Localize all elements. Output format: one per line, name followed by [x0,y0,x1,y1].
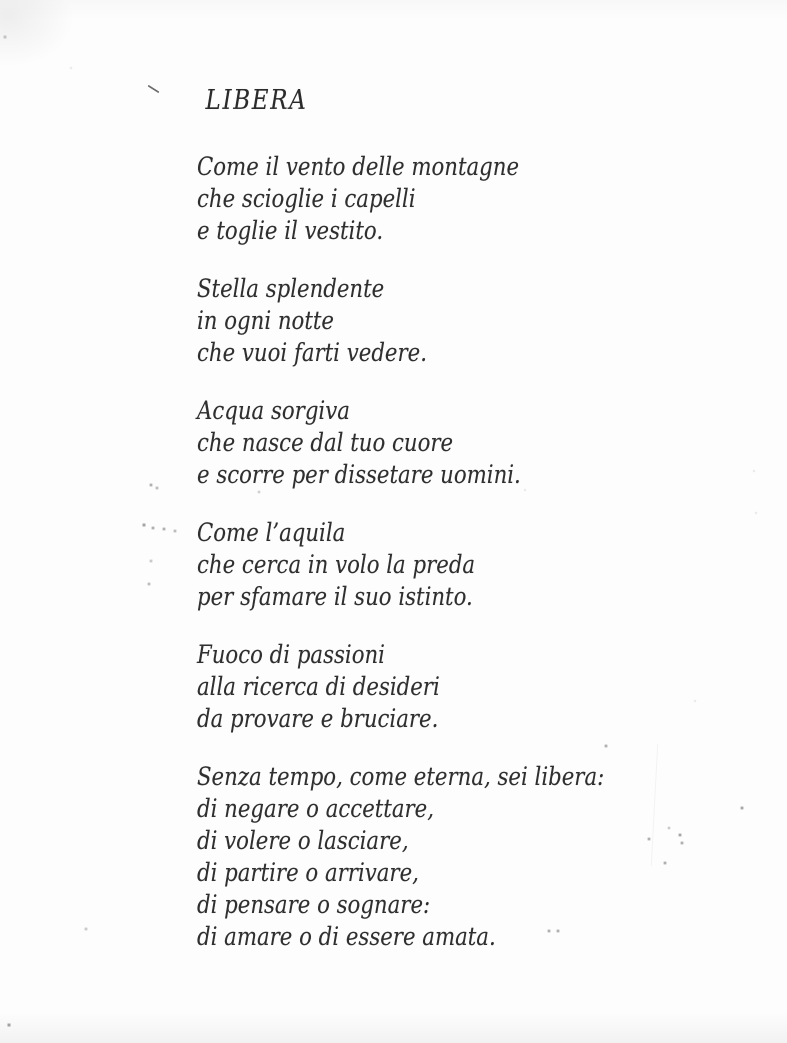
stanza [197,761,673,953]
poem-line: in ogni notte [197,306,335,335]
poem-line: Fuoco di passioni [197,640,385,669]
poem-line: di pensare o sognare: [197,890,431,919]
poem-body [197,151,673,953]
stanza [197,517,673,613]
poem-line: per sfamare il suo istinto. [197,582,473,611]
poem-line: che nasce dal tuo cuore [197,428,454,457]
poem-line: Acqua sorgiva [197,396,350,425]
stanza [197,639,673,735]
scan-speckles [0,0,2,2]
poem-line: di amare o di essere amata. [197,922,496,951]
poem-line: Senza tempo, come eterna, sei libera: [197,762,605,791]
poem-line: che cerca in volo la preda [197,550,476,579]
poem-line: che vuoi farti vedere. [197,338,427,367]
poem [197,85,673,953]
stanza [197,151,673,247]
poem-line: Stella splendente [197,274,385,303]
poem-line: Come l’aquila [197,518,346,547]
poem-line: che scioglie i capelli [197,184,416,213]
poem-line: alla ricerca di desideri [197,672,440,701]
poem-title: LIBERA [205,85,308,116]
poem-line: di negare o accettare, [197,794,435,823]
pen-tick-mark [147,85,159,94]
poem-line: e toglie il vestito. [197,216,384,245]
poem-line: da provare e bruciare. [197,704,439,733]
poem-line: di partire o arrivare, [197,858,419,887]
stanza [197,273,673,369]
stanza [197,395,673,491]
poem-line: di volere o lasciare, [197,826,409,855]
poem-line: Come il vento delle montagne [197,152,520,181]
poem-line: e scorre per dissetare uomini. [197,460,521,489]
